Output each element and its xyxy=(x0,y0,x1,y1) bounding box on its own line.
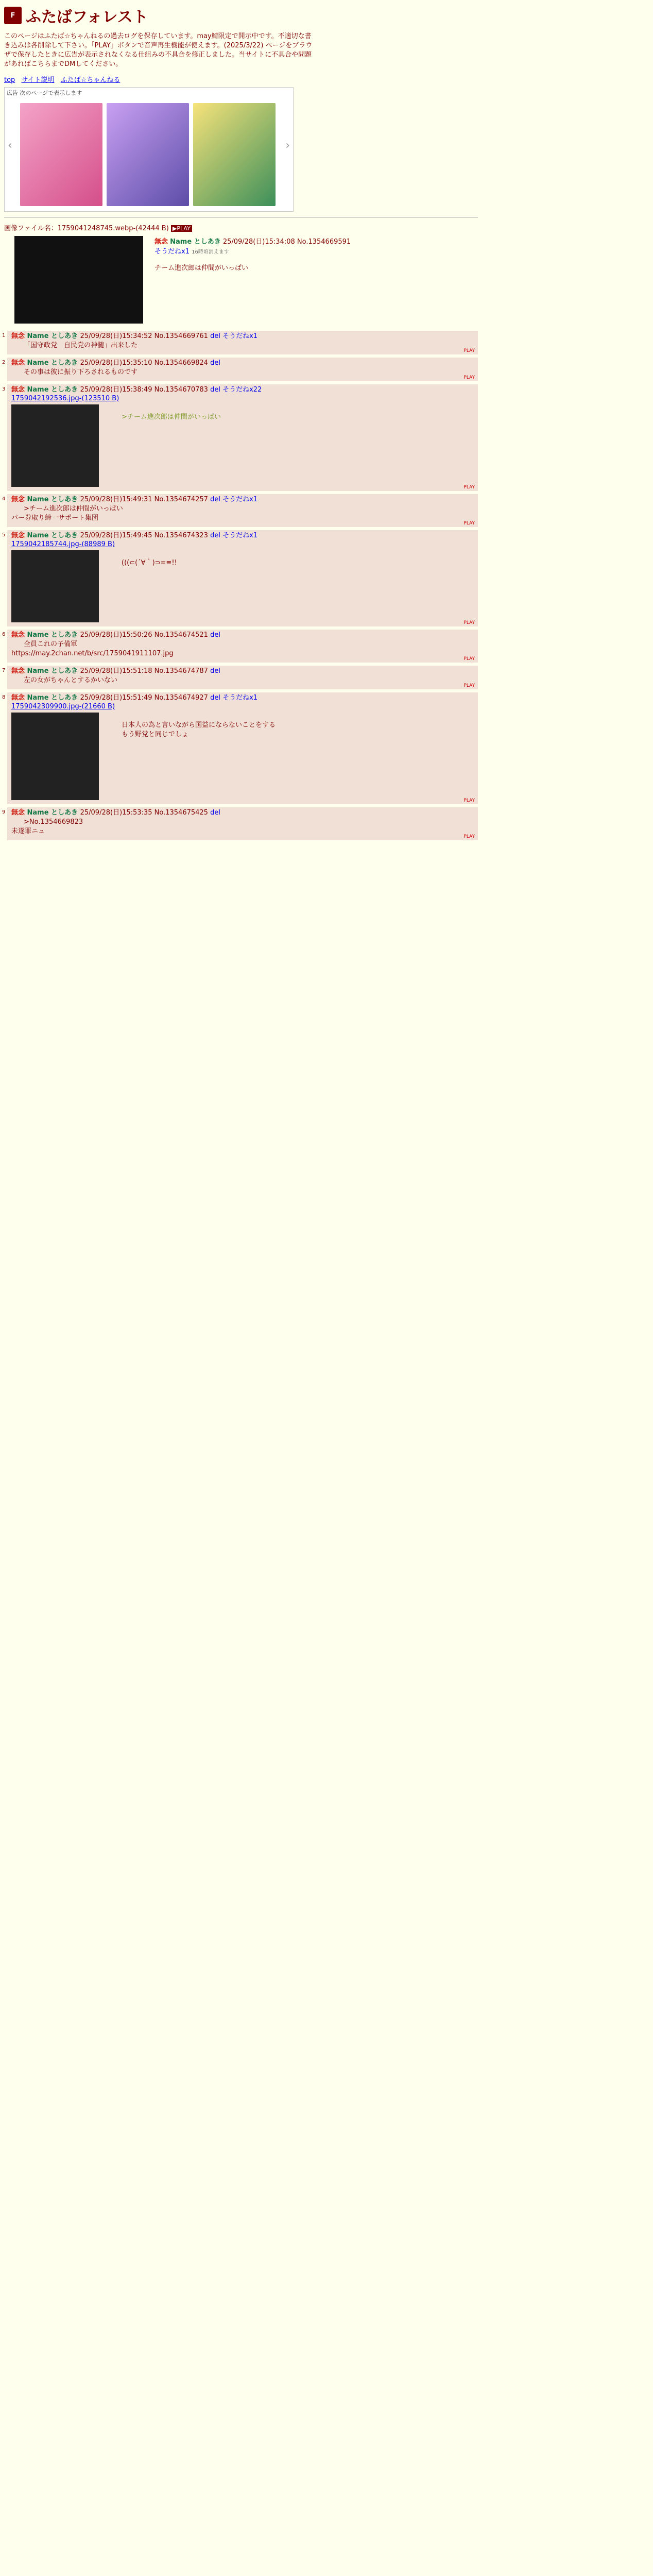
op-image[interactable] xyxy=(14,236,143,324)
reply-subject: 無念 xyxy=(11,631,27,639)
reply-date: 25/09/28(日)15:51:49 No.1354674927 xyxy=(80,694,211,702)
reply-body: その事は彼に振り下ろされるものです xyxy=(24,368,138,376)
reply-number: 6 xyxy=(2,632,6,637)
reply-subject: 無念 xyxy=(11,496,27,503)
ad-prev-icon[interactable]: ‹ xyxy=(8,139,12,152)
reply-body: >チーム進次郎は仲間がいっぱい パー券取り締一サポート集団 xyxy=(11,505,123,522)
op-file-link[interactable]: 画像ファイル名：1759041248745.webp-(42444 B) xyxy=(4,225,169,232)
reply-file-link[interactable]: 1759042309900.jpg-(21660 B) xyxy=(11,703,115,710)
reply-date: 25/09/28(日)15:34:52 No.1354669761 xyxy=(80,332,211,340)
ad-next-icon[interactable]: › xyxy=(285,139,290,152)
op-post xyxy=(0,223,653,331)
ad-cover-3[interactable] xyxy=(193,103,276,206)
reply-file-link[interactable]: 1759042192536.jpg-(123510 B) xyxy=(11,395,119,402)
reply-del-button[interactable]: del xyxy=(210,667,220,675)
ad-covers xyxy=(20,103,276,206)
reply-play-button[interactable]: PLAY xyxy=(463,834,475,839)
ad-cover-2[interactable] xyxy=(107,103,189,206)
reply-body: 左の女がちゃんとするかいない xyxy=(24,676,118,684)
reply-number: 4 xyxy=(2,496,6,502)
reply-header xyxy=(11,332,475,341)
reply-list xyxy=(0,331,653,840)
reply-play-button[interactable]: PLAY xyxy=(463,485,475,490)
reply-subject: 無念 xyxy=(11,532,27,539)
reply-file-link[interactable]: 1759042185744.jpg-(88989 B) xyxy=(11,540,115,548)
reply-number: 7 xyxy=(2,668,6,673)
reply-play-button[interactable]: PLAY xyxy=(463,656,475,662)
op-body: チーム進次郎は仲間がいっぱい xyxy=(154,264,249,272)
reply-poster-name: Name としあき xyxy=(27,631,80,639)
reply-image[interactable] xyxy=(11,713,99,800)
reply-poster-name: Name としあき xyxy=(27,496,80,503)
reply-number: 5 xyxy=(2,532,6,538)
op-expire: 16時頃消えます xyxy=(192,249,229,255)
reply-date: 25/09/28(日)15:51:18 No.1354674787 xyxy=(80,667,211,675)
reply-del-button[interactable]: del xyxy=(210,496,223,503)
reply-header xyxy=(11,385,475,395)
reply-sod-button[interactable]: そうだねx1 xyxy=(222,496,258,503)
reply-post xyxy=(2,331,478,354)
reply-header xyxy=(11,359,475,368)
reply-del-button[interactable]: del xyxy=(210,631,220,639)
reply-subject: 無念 xyxy=(11,809,27,817)
site-logo-icon[interactable]: F xyxy=(4,7,22,24)
op-date: 25/09/28(日)15:34:08 No.1354669591 xyxy=(222,238,351,246)
reply-sod-button[interactable]: そうだねx1 xyxy=(222,332,258,340)
reply-number: 9 xyxy=(2,809,6,815)
reply-header xyxy=(11,808,475,818)
nav-futaba-link[interactable]: ふたば☆ちゃんねる xyxy=(60,76,121,84)
reply-poster-name: Name としあき xyxy=(27,694,80,702)
ad-label: 広告 次のページで表示します xyxy=(7,90,82,96)
reply-del-button[interactable]: del xyxy=(210,386,223,394)
reply-body: 全員これの予備軍 https://may.2chan.net/b/src/1759041911107.jpg xyxy=(11,640,174,657)
reply-poster-name: Name としあき xyxy=(27,359,80,367)
notice-text: このページはふたば☆ちゃんねるの過去ログを保存しています。may鯖限定で開示中です。不適切な書き込みは各削除して下さい。「PLAY」ボタンで音声再生機能が使えます。(2025/3/22) ページをブラウザで保存したときに広告が表示されなくなる仕組みの不具合を修正しました。当サイトに不具合や問題があればこちらまでDMしてください。 xyxy=(4,32,313,68)
ad-cover-1[interactable] xyxy=(20,103,102,206)
reply-post xyxy=(2,807,478,840)
reply-sod-button[interactable]: そうだねx1 xyxy=(222,694,258,702)
op-text xyxy=(154,236,463,273)
reply-del-button[interactable]: del xyxy=(210,694,223,702)
reply-play-button[interactable]: PLAY xyxy=(463,683,475,688)
reply-post xyxy=(2,666,478,689)
reply-header xyxy=(11,495,475,504)
reply-subject: 無念 xyxy=(11,694,27,702)
nav-about-link[interactable]: サイト説明 xyxy=(21,76,55,84)
reply-image[interactable] xyxy=(11,550,99,622)
op-file-info xyxy=(4,223,649,232)
reply-play-button[interactable]: PLAY xyxy=(463,348,475,353)
reply-play-button[interactable]: PLAY xyxy=(463,798,475,803)
reply-date: 25/09/28(日)15:53:35 No.1354675425 xyxy=(80,809,211,817)
reply-sod-button[interactable]: そうだねx1 xyxy=(222,532,258,539)
op-sod-button[interactable]: そうだねx1 xyxy=(154,248,190,256)
op-poster-name: Name としあき xyxy=(170,238,221,246)
nav-links xyxy=(4,74,649,84)
reply-date: 25/09/28(日)15:35:10 No.1354669824 xyxy=(80,359,211,367)
reply-sod-button[interactable]: そうだねx22 xyxy=(222,386,262,394)
reply-image-row xyxy=(11,548,475,622)
reply-subject: 無念 xyxy=(11,332,27,340)
reply-post xyxy=(2,358,478,381)
reply-body: >チーム進次郎は仲間がいっぱい xyxy=(122,413,221,421)
reply-body: (((⊂(´∀｀)⊃=≡!! xyxy=(122,559,177,567)
reply-header xyxy=(11,631,475,640)
reply-del-button[interactable]: del xyxy=(210,532,223,539)
reply-del-button[interactable]: del xyxy=(210,809,220,817)
reply-date: 25/09/28(日)15:49:31 No.1354674257 xyxy=(80,496,211,503)
reply-image[interactable] xyxy=(11,404,99,487)
op-play-button[interactable]: ▶PLAY xyxy=(171,225,192,232)
reply-post xyxy=(2,630,478,663)
reply-number: 8 xyxy=(2,694,6,700)
reply-number: 3 xyxy=(2,386,6,392)
site-title: ふたばフォレスト xyxy=(26,8,148,26)
reply-subject: 無念 xyxy=(11,386,27,394)
nav-top-link[interactable]: top xyxy=(4,76,15,84)
reply-number: 1 xyxy=(2,333,6,338)
reply-header xyxy=(11,693,475,703)
reply-poster-name: Name としあき xyxy=(27,332,80,340)
op-subject: 無念 xyxy=(154,238,168,246)
reply-poster-name: Name としあき xyxy=(27,386,80,394)
reply-poster-name: Name としあき xyxy=(27,809,80,817)
reply-poster-name: Name としあき xyxy=(27,667,80,675)
reply-date: 25/09/28(日)15:50:26 No.1354674521 xyxy=(80,631,211,639)
reply-image-row xyxy=(11,402,475,487)
ad-banner[interactable] xyxy=(4,87,294,212)
reply-post xyxy=(2,692,478,804)
reply-body: 日本人の為と言いながら国益にならないことをする もう野党と同じでしょ xyxy=(122,721,276,738)
reply-header xyxy=(11,531,475,540)
header xyxy=(0,0,653,217)
reply-del-button[interactable]: del xyxy=(210,332,223,340)
reply-play-button[interactable]: PLAY xyxy=(463,620,475,625)
reply-body: 「国守政党 自民党の神髄」出来した xyxy=(24,342,138,349)
reply-post xyxy=(2,384,478,491)
reply-header xyxy=(11,667,475,676)
reply-poster-name: Name としあき xyxy=(27,532,80,539)
reply-number: 2 xyxy=(2,360,6,365)
reply-post xyxy=(2,494,478,527)
site-title-row xyxy=(4,4,649,27)
reply-play-button[interactable]: PLAY xyxy=(463,375,475,380)
reply-date: 25/09/28(日)15:49:45 No.1354674323 xyxy=(80,532,211,539)
reply-play-button[interactable]: PLAY xyxy=(463,521,475,526)
reply-image-row xyxy=(11,710,475,800)
reply-subject: 無念 xyxy=(11,359,27,367)
reply-body: >No.1354669823 未遂罪ニュ xyxy=(11,818,83,835)
reply-subject: 無念 xyxy=(11,667,27,675)
reply-date: 25/09/28(日)15:38:49 No.1354670783 xyxy=(80,386,211,394)
reply-del-button[interactable]: del xyxy=(210,359,220,367)
reply-post xyxy=(2,530,478,626)
